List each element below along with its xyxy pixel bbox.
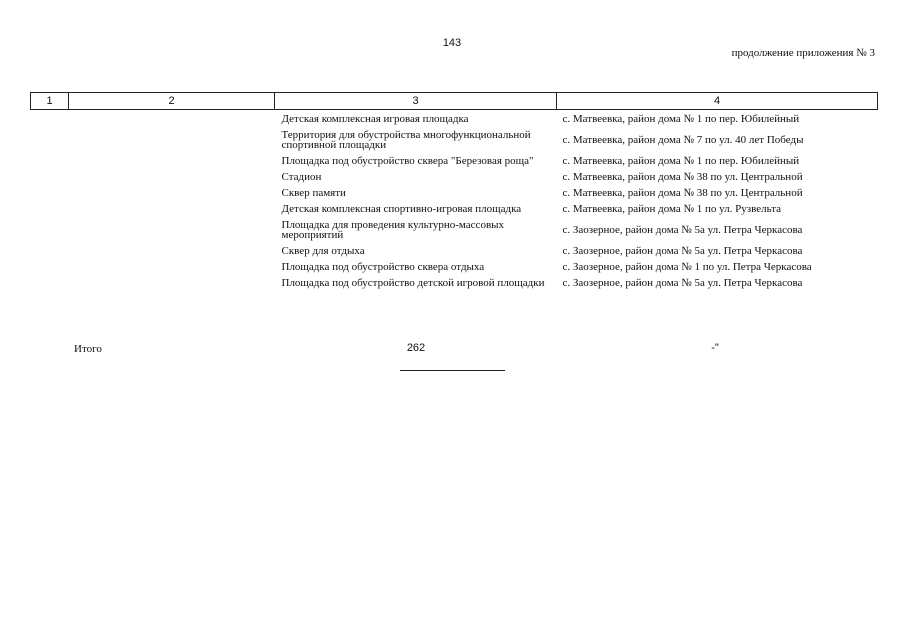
object-address: с. Матвеевка, район дома № 7 по ул. 40 лет Победы (562, 134, 804, 146)
object-address: с. Матвеевка, район дома № 1 по пер. Юбилейный (562, 155, 800, 167)
table-row (31, 217, 878, 243)
object-name: Площадка под обустройство сквера отдыха (281, 261, 485, 273)
object-name: Площадка под обустройство сквера "Березовая роща" (281, 155, 534, 167)
object-address: с. Заозерное, район дома № 5а ул. Петра Черкасова (562, 224, 803, 236)
object-address: с. Заозерное, район дома № 5а ул. Петра Черкасова (562, 277, 803, 289)
total-value: 262 (406, 342, 426, 354)
table-row (31, 259, 878, 275)
object-name: Детская комплексная игровая площадка (281, 113, 469, 125)
table-row (31, 169, 878, 185)
objects-table (30, 92, 878, 291)
column-header-1: 1 (31, 93, 69, 110)
table-row (31, 243, 878, 259)
table-row (31, 110, 878, 128)
object-address: с. Заозерное, район дома № 5а ул. Петра Черкасова (562, 245, 803, 257)
appendix-continuation-note: продолжение приложения № 3 (731, 47, 875, 59)
object-address: с. Заозерное, район дома № 1 по ул. Петра Черкасова (562, 261, 812, 273)
object-address: с. Матвеевка, район дома № 1 по пер. Юбилейный (562, 113, 800, 125)
object-name: Сквер для отдыха (281, 245, 365, 257)
page-number: 143 (442, 37, 462, 49)
document-end-line (400, 370, 505, 371)
object-name: Стадион (281, 171, 322, 183)
table-header-row (31, 93, 878, 110)
column-header-2: 2 (69, 93, 275, 110)
object-address: с. Матвеевка, район дома № 1 по ул. Рузвельта (562, 203, 782, 215)
object-name: Детская комплексная спортивно-игровая площадка (281, 203, 522, 215)
object-address: с. Матвеевка, район дома № 38 по ул. Центральной (562, 187, 803, 199)
column-header-4: 4 (557, 93, 878, 110)
object-name: Площадка для проведения культурно-массовых мероприятий (281, 219, 505, 241)
total-closing-mark: -" (711, 342, 719, 354)
table-row (31, 127, 878, 153)
table-row (31, 185, 878, 201)
object-name: Территория для обустройства многофункциональной спортивной площадки (281, 129, 531, 151)
table-row (31, 201, 878, 217)
table-row (31, 153, 878, 169)
object-name: Площадка под обустройство детской игровой площадки (281, 277, 545, 289)
table-row (31, 275, 878, 291)
column-header-3: 3 (275, 93, 557, 110)
object-address: с. Матвеевка, район дома № 38 по ул. Центральной (562, 171, 803, 183)
total-label: Итого (74, 343, 102, 355)
object-name: Сквер памяти (281, 187, 346, 199)
